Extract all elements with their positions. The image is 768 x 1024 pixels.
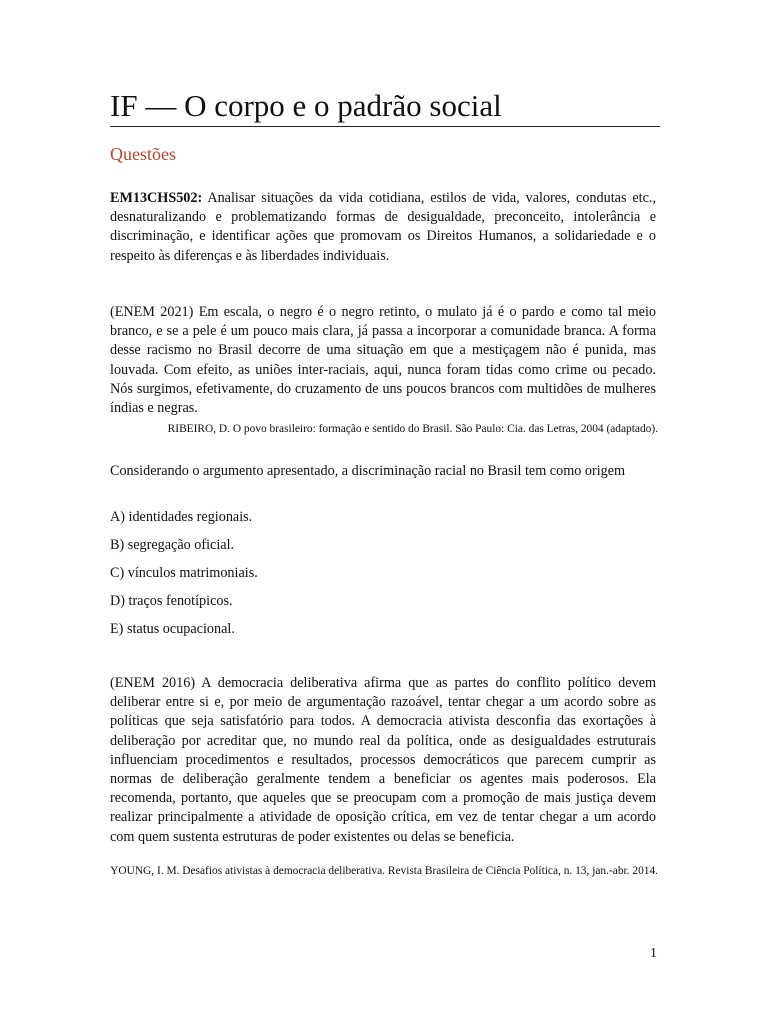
question-1-option-e: E) status ocupacional.: [110, 621, 235, 637]
skill-code: EM13CHS502:: [110, 190, 203, 206]
question-1-source: RIBEIRO, D. O povo brasileiro: formação e sentido do Brasil. São Paulo: Cia. das Letras, 2004 (adaptado).: [167, 423, 658, 435]
question-1-text: (ENEM 2021) Em escala, o negro é o negro retinto, o mulato já é o pardo e como tal meio branco, e se a pele é um pouco mais clara, já passa a incorporar a comunidade branca. A forma desse racismo no Brasil decorre de uma situação em que a mestiçagem não é punida, mas louvada. Com efeito, as uniões inter-raciais, aqui, nunca foram tidas como crime ou pecado. Nós surgimos, efetivamente, do cruzamento de uns poucos brancos com multidões de mulheres índias e negras.: [110, 304, 656, 417]
question-1-option-b: B) segregação oficial.: [110, 537, 235, 553]
title-divider: [110, 126, 660, 127]
question-1-option-a: A) identidades regionais.: [110, 509, 253, 525]
question-2-source: YOUNG, I. M. Desafios ativistas à democracia deliberativa. Revista Brasileira de Ciência Política, n. 13, jan.-abr. 2014.: [110, 865, 658, 877]
section-heading: Questões: [110, 144, 176, 164]
skill-text: Analisar situações da vida cotidiana, estilos de vida, valores, condutas etc., desnaturalizando e problematizando formas de desigualdade, preconceito, intolerância e discriminação, e identificar ações que promovam os Direitos Humanos, a solidariedade e o respeito às diferenças e às liberdades individuais.: [110, 190, 656, 264]
skill-paragraph: [110, 189, 656, 266]
question-1-prompt: Considerando o argumento apresentado, a discriminação racial no Brasil tem como origem: [110, 463, 626, 479]
page-number: 1: [650, 946, 657, 961]
question-1-option-c: C) vínculos matrimoniais.: [110, 565, 258, 581]
page-title: IF — O corpo e o padrão social: [110, 88, 502, 123]
question-2-text: (ENEM 2016) A democracia deliberativa afirma que as partes do conflito político devem deliberar entre si e, por meio de argumentação razoável, tentar chegar a um acordo sobre as políticas que seja satisfatório para todos. A democracia ativista desconfia das exortações à deliberação por acreditar que, no mundo real da política, onde as desigualdades estruturais influenciam procedimentos e resultados, processos democráticos que parecem cumprir as normas de deliberação geralmente tendem a beneficiar os agentes mais poderosos. Ela recomenda, portanto, que aqueles que se preocupam com a promoção de mais justiça devem realizar principalmente a atividade de oposição crítica, em vez de tentar chegar a um acordo com quem sustenta estruturas de poder existentes ou delas se beneficia.: [110, 675, 656, 845]
question-1-option-d: D) traços fenotípicos.: [110, 593, 233, 609]
